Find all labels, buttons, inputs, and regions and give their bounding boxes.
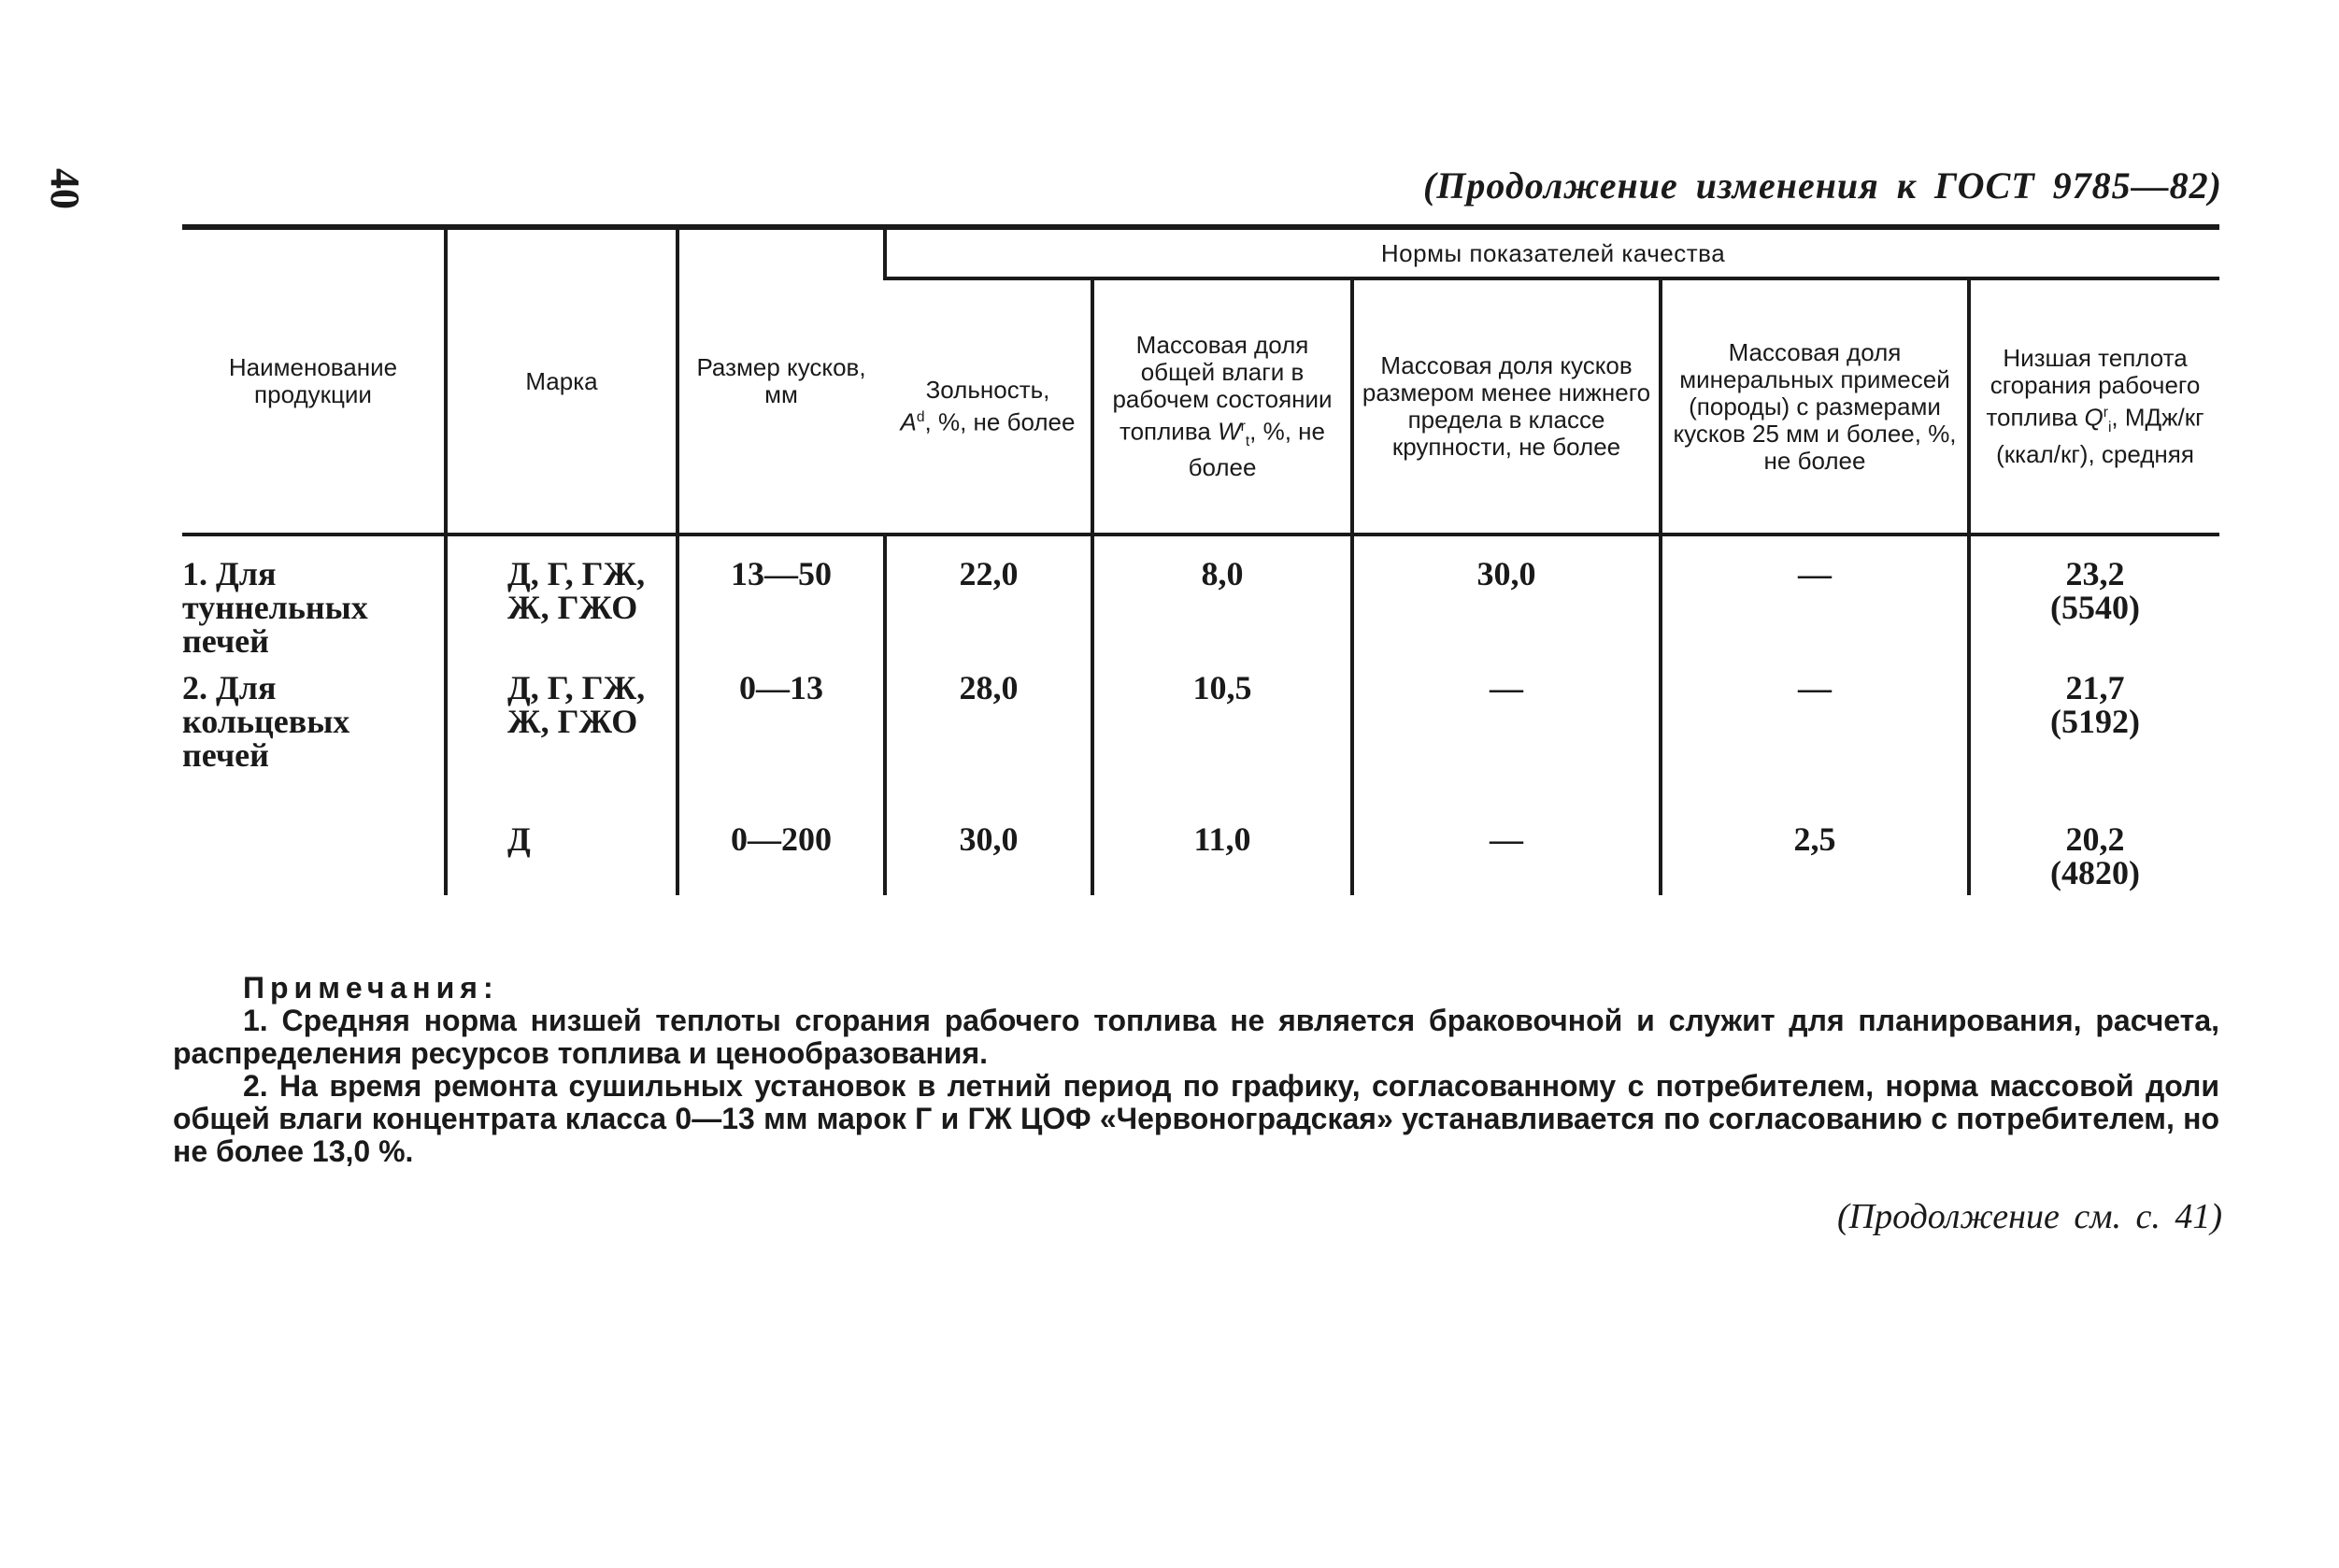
header-moisture-pre: Массовая доля общей влаги в рабочем состоянии топлива — [1112, 330, 1333, 446]
cell-fines: — — [1352, 671, 1661, 785]
cell-mineral: — — [1661, 535, 1969, 671]
cell-calorific-kcal: (4820) — [2050, 854, 2141, 891]
cell-calorific — [1969, 671, 2219, 785]
table-row — [182, 535, 2219, 671]
header-ash-post: , %, не более — [924, 407, 1076, 436]
header-calorific-sub: i — [2107, 419, 2112, 435]
cell-moisture: 8,0 — [1092, 535, 1352, 671]
cell-name — [182, 785, 446, 895]
cell-calorific — [1969, 785, 2219, 895]
table-row — [182, 671, 2219, 785]
cell-moisture: 11,0 — [1092, 785, 1352, 895]
continuation-header: (Продолжение изменения к ГОСТ 9785—82) — [1422, 164, 2222, 207]
header-mineral: Массовая доля минеральных примесей (породы) с размерами кусков 25 мм и более, %, не более — [1661, 278, 1969, 535]
header-moisture-sub: t — [1245, 433, 1250, 449]
header-calorific-symbol: Q — [2084, 403, 2104, 432]
header-calorific — [1969, 278, 2219, 535]
cell-mineral: 2,5 — [1661, 785, 1969, 895]
header-moisture-symbol: W — [1218, 417, 1241, 446]
header-moisture-sup: r — [1240, 418, 1246, 435]
cell-size: 0—200 — [677, 785, 885, 895]
cell-calorific — [1969, 535, 2219, 671]
cell-mark: Д, Г, ГЖ, Ж, ГЖО — [446, 535, 677, 671]
cell-mark: Д, Г, ГЖ, Ж, ГЖО — [446, 671, 677, 785]
header-ash — [885, 278, 1092, 535]
cell-calorific-mj: 21,7 — [2065, 669, 2125, 706]
header-product: Наименование продукции — [182, 227, 446, 535]
cell-size: 13—50 — [677, 535, 885, 671]
cell-moisture: 10,5 — [1092, 671, 1352, 785]
note-item: 2. На время ремонта сушильных установок в летний период по графику, согласованному с потребителем, норма массовой доли общей влаги концентрата класса 0—13 мм марок Г и ГЖ ЦОФ «Червоноградская» устанавливается по согласованию с потребителем, но не более 13,0 %. — [173, 1069, 2219, 1168]
header-ash-pre: Зольность, — [925, 376, 1050, 405]
cell-fines: 30,0 — [1352, 535, 1661, 671]
cell-calorific-mj: 20,2 — [2065, 820, 2125, 858]
cell-ash: 28,0 — [885, 671, 1092, 785]
quality-norms-table — [182, 224, 2219, 895]
cell-size: 0—13 — [677, 671, 885, 785]
header-fines: Массовая доля кусков размером менее нижнего предела в классе крупности, не более — [1352, 278, 1661, 535]
header-size: Размер кусков, мм — [677, 227, 885, 535]
cell-name: 2. Для кольцевых печей — [182, 669, 350, 774]
cell-calorific-mj: 23,2 — [2065, 555, 2125, 592]
header-mark: Марка — [446, 227, 677, 535]
note-item: 1. Средняя норма низшей теплоты сгорания рабочего топлива не является браковочной и служит для планирования, расчета, распределения ресурсов топлива и ценообразования. — [173, 1004, 2219, 1070]
header-calorific-pre: Низшая теплота сгорания рабочего топлива — [1986, 344, 2201, 432]
cell-ash: 30,0 — [885, 785, 1092, 895]
notes-section — [173, 972, 2219, 1168]
header-quality-group: Нормы показателей качества — [885, 227, 2219, 278]
notes-title: Примечания: — [243, 971, 499, 1005]
cell-mineral: — — [1661, 671, 1969, 785]
header-calorific-sup: r — [2103, 405, 2108, 421]
cell-name: 1. Для туннельных печей — [182, 555, 368, 660]
header-calorific-post: , МДж/кг (ккал/кг), средняя — [1996, 403, 2204, 468]
header-moisture — [1092, 278, 1352, 535]
cell-calorific-kcal: (5192) — [2050, 703, 2141, 740]
table-row — [182, 785, 2219, 895]
continuation-footer: (Продолжение см. с. 41) — [1836, 1197, 2222, 1236]
cell-calorific-kcal: (5540) — [2050, 589, 2141, 626]
header-moisture-post: , %, не более — [1188, 417, 1325, 482]
page-number: 40 — [42, 168, 88, 209]
cell-ash: 22,0 — [885, 535, 1092, 671]
cell-mark: Д — [446, 785, 677, 895]
header-ash-sup: d — [916, 409, 925, 426]
header-ash-symbol: A — [900, 407, 917, 436]
cell-fines: — — [1352, 785, 1661, 895]
